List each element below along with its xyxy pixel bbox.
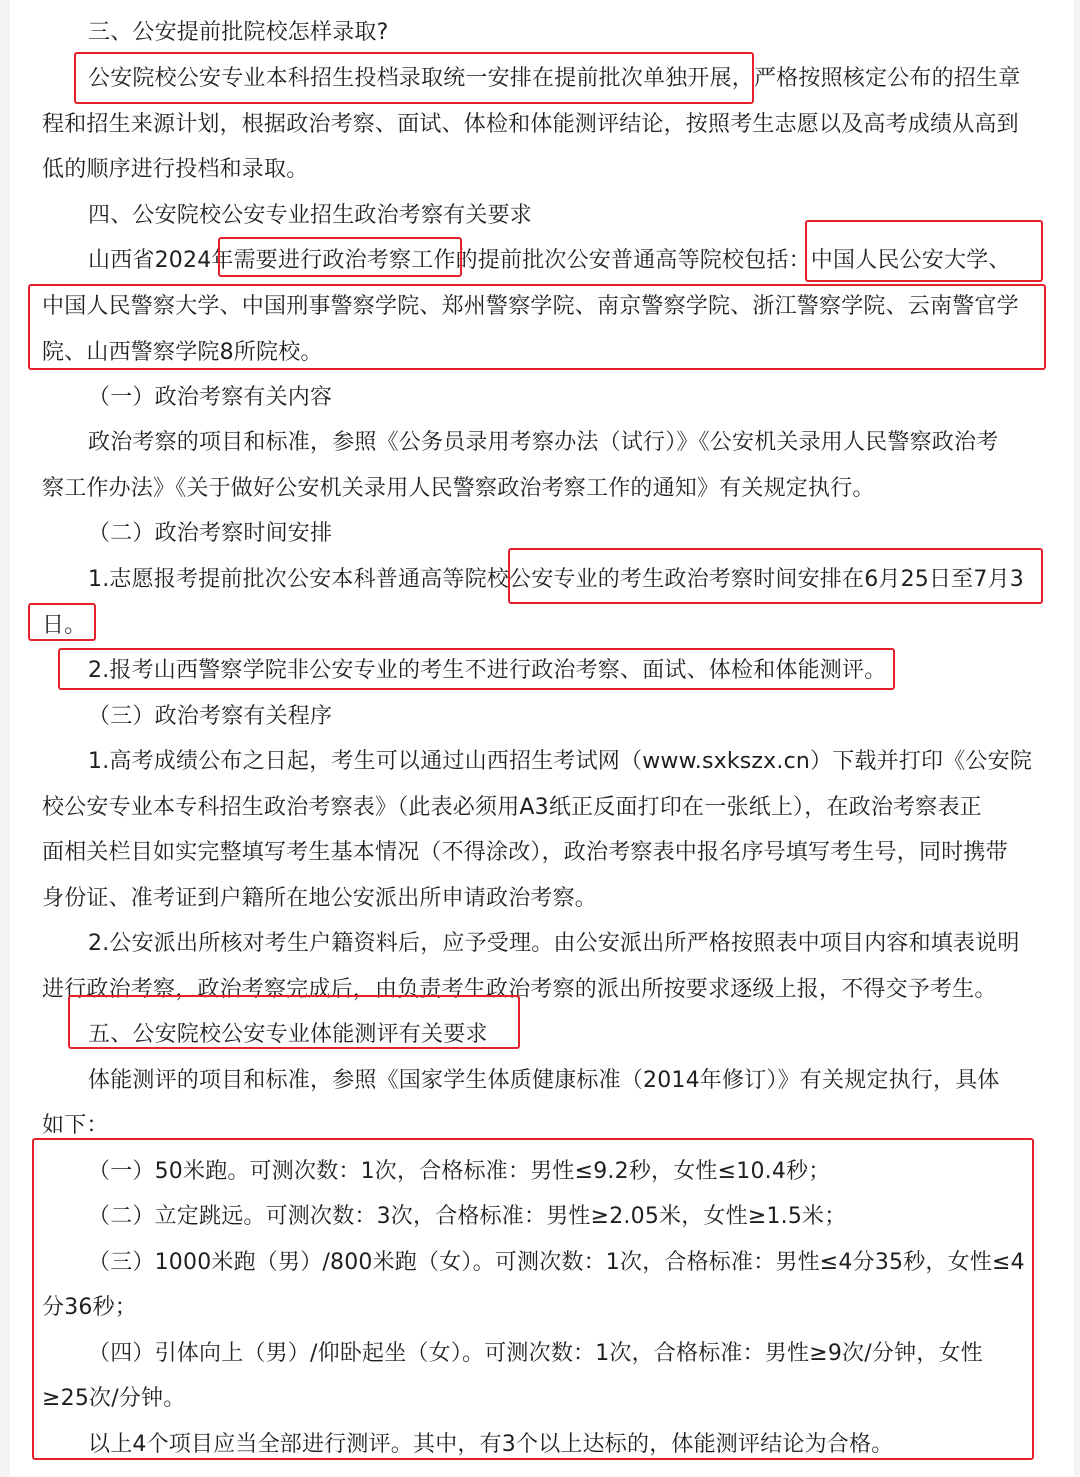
paragraph-line: 程和招生来源计划，根据政治考察、面试、体检和体能测评结论，按照考生志愿以及高考成绩从高到 bbox=[42, 112, 1019, 137]
paragraph-line: 山西省2024年需要进行政治考察工作的提前批次公安普通高等院校包括：中国人民公安大学、 bbox=[88, 248, 1011, 273]
fitness-item: （四）引体向上（男）/仰卧起坐（女）。可测次数：1次，合格标准：男性≥9次/分钟，女性 bbox=[88, 1341, 983, 1366]
paragraph-line: 日。 bbox=[42, 613, 87, 638]
paragraph-line: 察工作办法》《关于做好公安机关录用人民警察政治考察工作的通知》有关规定执行。 bbox=[42, 476, 875, 501]
page-right-edge bbox=[1074, 0, 1080, 1477]
paragraph-line: 身份证、准考证到户籍所在地公安派出所申请政治考察。 bbox=[42, 886, 598, 911]
paragraph-line: 以上4个项目应当全部进行测评。其中，有3个以上达标的，体能测评结论为合格。 bbox=[88, 1432, 894, 1457]
paragraph-line: 低的顺序进行投档和录取。 bbox=[42, 157, 309, 182]
paragraph-line: 体能测评的项目和标准，参照《国家学生体质健康标准（2014年修订）》有关规定执行，具体 bbox=[88, 1068, 1000, 1093]
fitness-item: （一）50米跑。可测次数：1次，合格标准：男性≤9.2秒，女性≤10.4秒； bbox=[88, 1159, 831, 1184]
section-3-heading: 三、公安提前批院校怎样录取? bbox=[88, 20, 389, 45]
paragraph-line: 分36秒； bbox=[42, 1295, 137, 1320]
paragraph-line: 校公安专业本专科招生政治考察表》（此表必须用A3纸正反面打印在一张纸上），在政治考察表正 bbox=[42, 795, 982, 820]
paragraph-line: 政治考察的项目和标准，参照《公务员录用考察办法（试行）》《公安机关录用人民警察政治考 bbox=[88, 430, 999, 455]
paragraph-line: 面相关栏目如实完整填写考生基本情况（不得涂改），政治考察表中报名序号填写考生号，同时携带 bbox=[42, 840, 1008, 865]
highlight-box bbox=[32, 1138, 1034, 1460]
paragraph-line: ≥25次/分钟。 bbox=[42, 1386, 186, 1411]
paragraph-line: 2.报考山西警察学院非公安专业的考生不进行政治考察、面试、体检和体能测评。 bbox=[88, 658, 887, 683]
paragraph-line: 如下： bbox=[42, 1113, 109, 1138]
paragraph-line: 进行政治考察，政治考察完成后，由负责考生政治考察的派出所按要求逐级上报，不得交予考生。 bbox=[42, 977, 997, 1002]
paragraph-line: 公安院校公安专业本科招生投档录取统一安排在提前批次单独开展，严格按照核定公布的招生章 bbox=[88, 66, 1021, 91]
section-5-heading: 五、公安院校公安专业体能测评有关要求 bbox=[88, 1022, 488, 1047]
paragraph-line: 1.高考成绩公布之日起，考生可以通过山西招生考试网（www.sxkszx.cn）下载并打印《公安院 bbox=[88, 749, 1033, 774]
paragraph-line: 2.公安派出所核对考生户籍资料后，应予受理。由公安派出所严格按照表中项目内容和填表说明 bbox=[88, 931, 1020, 956]
fitness-item: （三）1000米跑（男）/800米跑（女）。可测次数：1次，合格标准：男性≤4分35秒，女性≤4 bbox=[88, 1250, 1025, 1275]
paragraph-line: 中国人民警察大学、中国刑事警察学院、郑州警察学院、南京警察学院、浙江警察学院、云南警官学 bbox=[42, 294, 1019, 319]
subsection-heading: （三）政治考察有关程序 bbox=[88, 704, 333, 729]
paragraph-line: 1.志愿报考提前批次公安本科普通高等院校公安专业的考生政治考察时间安排在6月25日至7月3 bbox=[88, 567, 1024, 592]
paragraph-line: 院、山西警察学院8所院校。 bbox=[42, 340, 323, 365]
subsection-heading: （二）政治考察时间安排 bbox=[88, 521, 333, 546]
fitness-item: （二）立定跳远。可测次数：3次，合格标准：男性≥2.05米，女性≥1.5米； bbox=[88, 1204, 847, 1229]
subsection-heading: （一）政治考察有关内容 bbox=[88, 385, 333, 410]
page-left-edge bbox=[0, 0, 10, 1477]
section-4-heading: 四、公安院校公安专业招生政治考察有关要求 bbox=[88, 203, 533, 228]
